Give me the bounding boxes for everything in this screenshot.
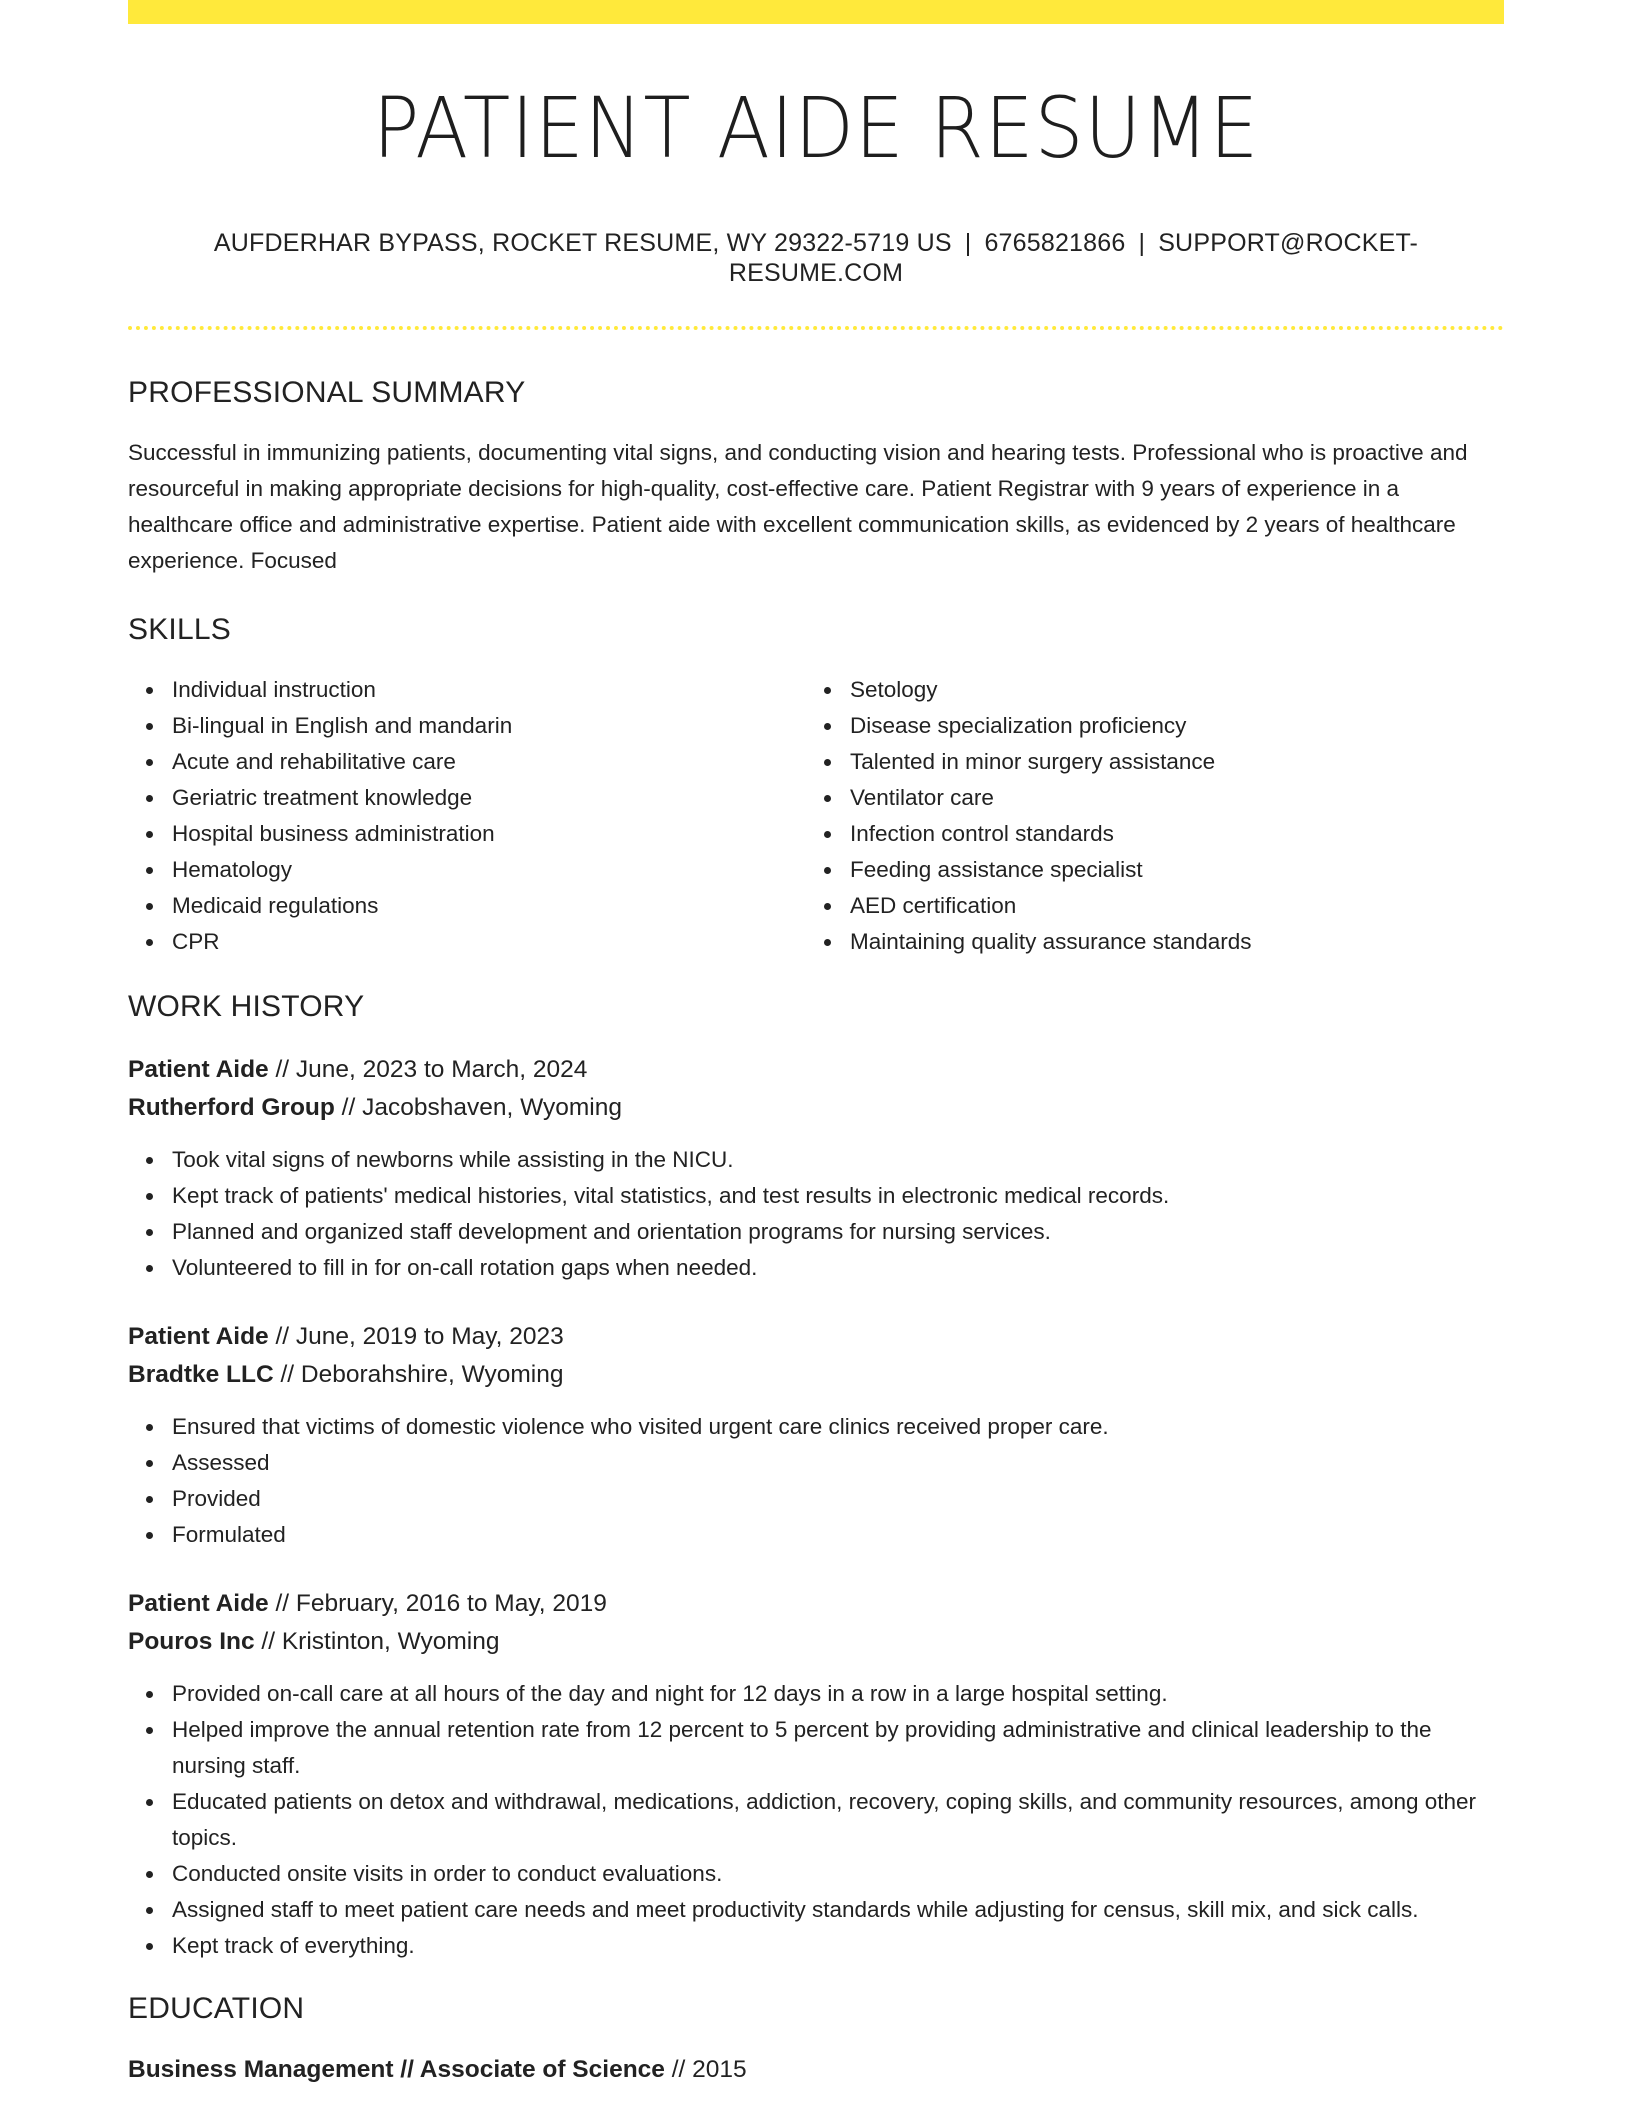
skills-heading: SKILLS [128,613,231,647]
skill-item: Talented in minor surgery assistance [850,744,1484,780]
job-duty: Took vital signs of newborns while assisting in the NICU. [172,1142,1504,1178]
skill-item: Feeding assistance specialist [850,852,1484,888]
skill-item: Medicaid regulations [172,888,806,924]
job-duties-list [128,1142,1504,1286]
job-dates: // February, 2016 to May, 2019 [268,1590,607,1618]
job-title: Patient Aide [128,1590,269,1618]
skills-grid [128,672,1504,960]
job-duty: Educated patients on detox and withdrawal, medications, addiction, recovery, coping skills, and community resources, among other topics. [172,1784,1504,1856]
contact-separator: | [964,229,972,258]
job-location: // Jacobshaven, Wyoming [334,1094,622,1122]
summary-text: Successful in immunizing patients, documenting vital signs, and conducting vision and hearing tests. Professional who is proactive and resourceful in making appropriate decisions for high-quality, cost-effective care. Patient Registrar with 9 years of experience in a healthcare office and administrative expertise. Patient aide with excellent communication skills, as evidenced by 2 years of healthcare experience. Focused [128,440,1468,574]
job-dates: // June, 2023 to March, 2024 [268,1056,588,1084]
job-title: Patient Aide [128,1323,269,1351]
skill-item: Setology [850,672,1484,708]
accent-top-bar [128,0,1504,24]
job-duty: Volunteered to fill in for on-call rotation gaps when needed. [172,1250,1504,1286]
skills-column-left [128,672,806,960]
contact-phone: 6765821866 [984,229,1126,258]
summary-heading: PROFESSIONAL SUMMARY [128,376,526,410]
job-duty: Formulated [172,1517,1504,1553]
contact-email: SUPPORT@ROCKET-RESUME.COM [728,229,1419,288]
education-degree: Business Management // Associate of Science [128,2056,665,2084]
job-duty: Assessed [172,1445,1504,1481]
job-dates: // June, 2019 to May, 2023 [268,1323,564,1351]
job-company: Pouros Inc [128,1628,255,1656]
resume-page [128,0,1504,2089]
skill-item: Maintaining quality assurance standards [850,924,1484,960]
contact-line [128,228,1504,288]
job-title-line [128,1051,1504,1089]
skill-item: Ventilator care [850,780,1484,816]
job-location: // Kristinton, Wyoming [254,1628,500,1656]
job-company: Rutherford Group [128,1094,335,1122]
job-duty: Ensured that victims of domestic violence who visited urgent care clinics received proper care. [172,1409,1504,1445]
job-company: Bradtke LLC [128,1361,274,1389]
work-history-heading: WORK HISTORY [128,990,365,1024]
skills-list-right [806,672,1484,960]
skill-item: Hospital business administration [172,816,806,852]
job-title-line [128,1585,1504,1623]
job-duty: Assigned staff to meet patient care needs and meet productivity standards while adjusting for census, skill mix, and sick calls. [172,1892,1504,1928]
education-year: // 2015 [664,2056,747,2084]
page-title: PATIENT AIDE RESUME [372,79,1260,177]
job-title: Patient Aide [128,1056,269,1084]
job-company-line [128,1356,1504,1394]
job-company-line [128,1623,1504,1661]
job-duty: Planned and organized staff development and orientation programs for nursing services. [172,1214,1504,1250]
contact-separator: | [1138,229,1146,258]
job-duties-list [128,1409,1504,1553]
job-duty: Kept track of patients' medical histories, vital statistics, and test results in electronic medical records. [172,1178,1504,1214]
job-location: // Deborahshire, Wyoming [273,1361,564,1389]
skill-item: AED certification [850,888,1484,924]
skill-item: Geriatric treatment knowledge [172,780,806,816]
skills-column-right [806,672,1484,960]
skills-list-left [128,672,806,960]
job-duty: Conducted onsite visits in order to conduct evaluations. [172,1856,1504,1892]
job-title-line [128,1318,1504,1356]
skill-item: Hematology [172,852,806,888]
education-heading: EDUCATION [128,1992,305,2026]
job-duties-list [128,1676,1504,1964]
job-entry [128,1585,1504,1964]
skill-item: Bi-lingual in English and mandarin [172,708,806,744]
skill-item: CPR [172,924,806,960]
skill-item: Infection control standards [850,816,1484,852]
job-duty: Helped improve the annual retention rate from 12 percent to 5 percent by providing administrative and clinical leadership to the nursing staff. [172,1712,1504,1784]
dotted-divider [128,326,1504,330]
education-entry [128,2051,1504,2089]
job-duty: Provided [172,1481,1504,1517]
job-entry [128,1051,1504,1286]
job-entry [128,1318,1504,1553]
contact-address: AUFDERHAR BYPASS, ROCKET RESUME, WY 29322-5719 US [213,229,952,258]
job-duty: Provided on-call care at all hours of the day and night for 12 days in a row in a large hospital setting. [172,1676,1504,1712]
job-duty: Kept track of everything. [172,1928,1504,1964]
skill-item: Disease specialization proficiency [850,708,1484,744]
job-company-line [128,1089,1504,1127]
skill-item: Individual instruction [172,672,806,708]
skill-item: Acute and rehabilitative care [172,744,806,780]
